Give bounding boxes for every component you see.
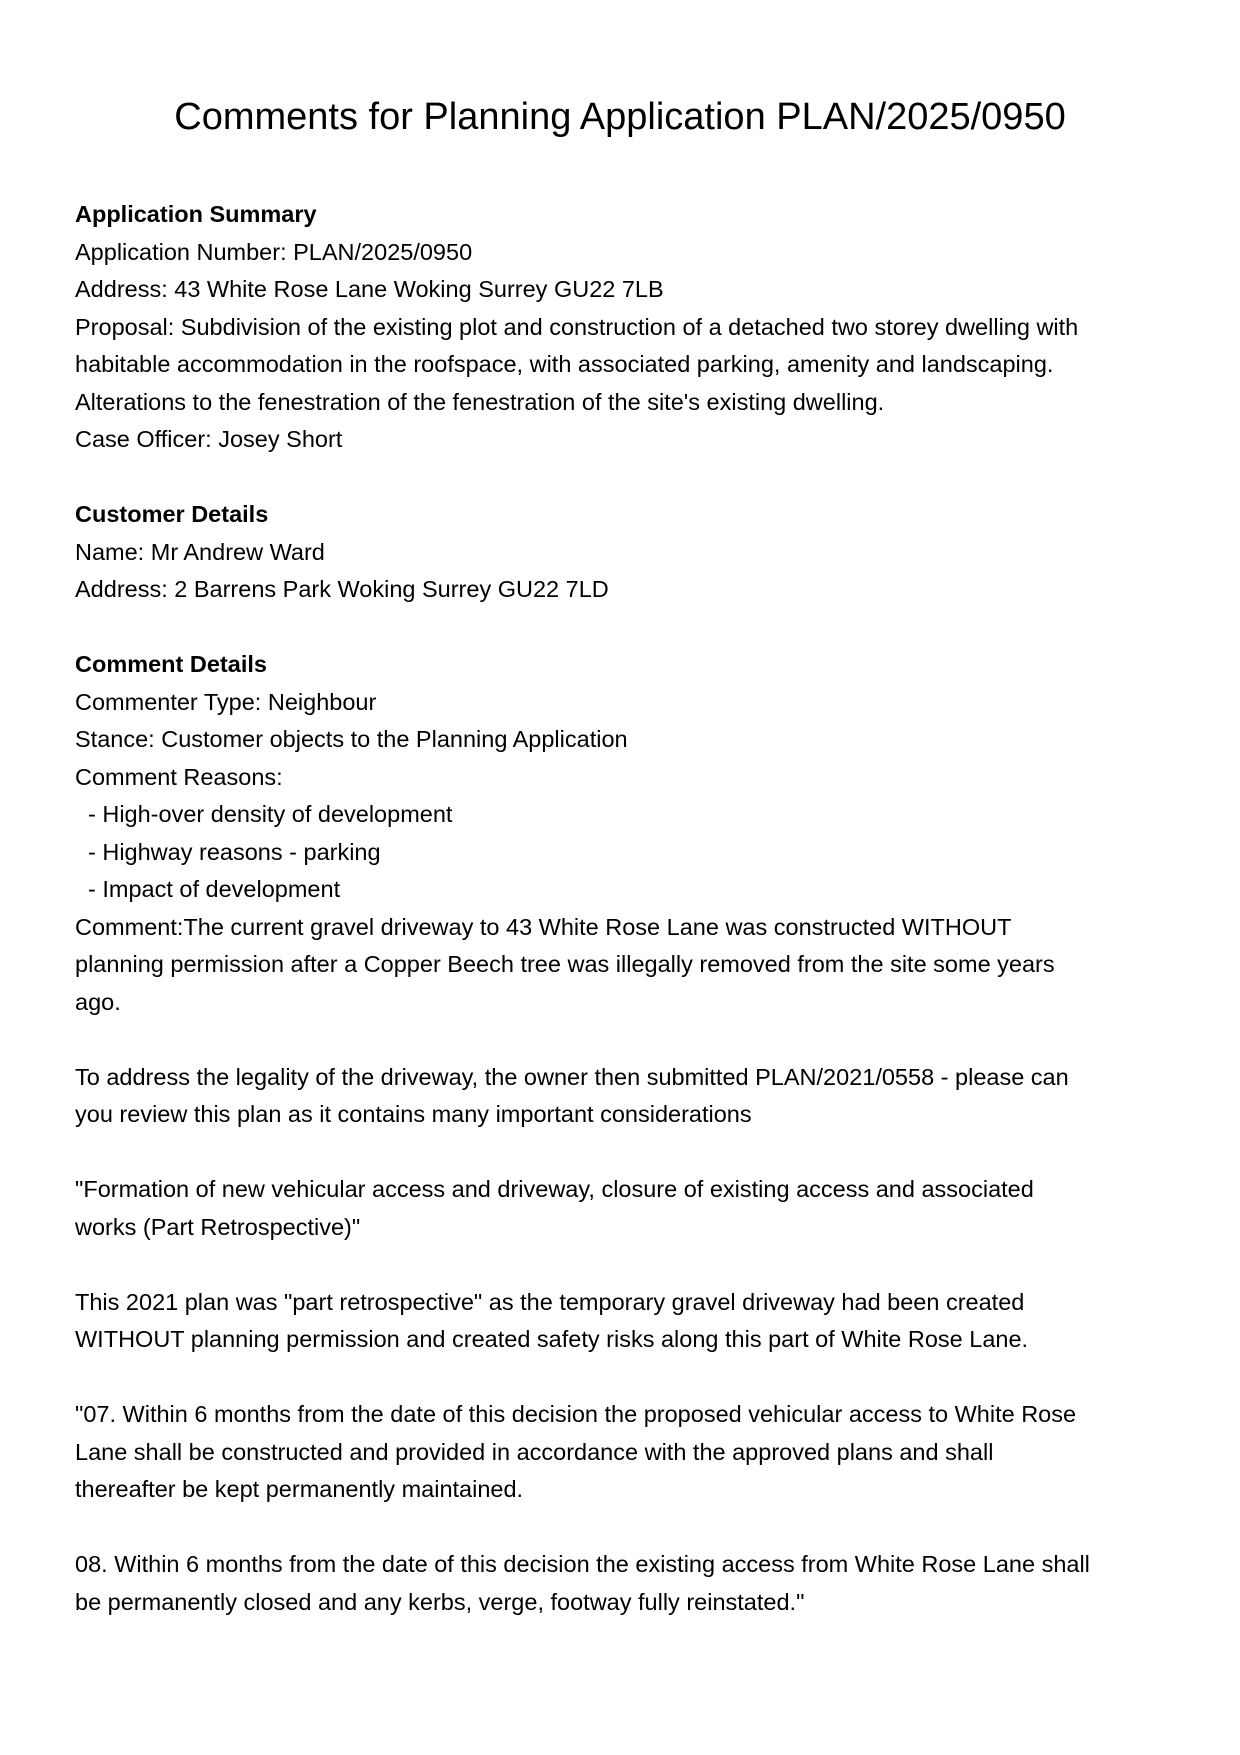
stance: Stance: Customer objects to the Planning Application [75,726,628,752]
comment-line: This 2021 plan was "part retrospective" as the temporary gravel driveway had been created [75,1288,1025,1315]
comment-line: be permanently closed and any kerbs, verge, footway fully reinstated." [75,1588,805,1615]
comment-reasons-label: Comment Reasons: [75,763,283,790]
spacer [75,1246,1175,1284]
application-address: Address: 43 White Rose Lane Woking Surrey GU22 7LB [75,276,664,302]
comment-reason-item: - High-over density of development [88,801,453,827]
commenter-type: Commenter Type: Neighbour [75,688,377,715]
spacer [75,1021,1175,1059]
comment-line: ago. [75,988,121,1015]
comment-line: works (Part Retrospective)" [75,1213,361,1240]
comment-line: Lane shall be constructed and provided in accordance with the approved plans and shall [75,1438,994,1465]
comment-line: "Formation of new vehicular access and driveway, closure of existing access and associated [75,1176,1034,1202]
spacer [75,1134,1175,1172]
comment-line: 08. Within 6 months from the date of this decision the existing access from White Rose Lane shall [75,1551,1090,1577]
comment-reason-item: - Highway reasons - parking [88,838,381,865]
spacer [75,609,1175,647]
section-heading-application-summary: Application Summary [75,201,317,227]
proposal-line: Alterations to the fenestration of the fenestration of the site's existing dwelling. [75,388,885,415]
comment-line: "07. Within 6 months from the date of this decision the proposed vehicular access to White Rose [75,1401,1077,1427]
proposal-line: habitable accommodation in the roofspace, with associated parking, amenity and landscaping. [75,351,1054,377]
spacer [75,1509,1175,1547]
comment-line: Comment:The current gravel driveway to 43 White Rose Lane was constructed WITHOUT [75,913,1012,940]
document-body [75,196,1175,1621]
customer-address: Address: 2 Barrens Park Woking Surrey GU22 7LD [75,576,609,602]
section-heading-customer-details: Customer Details [75,501,269,527]
case-officer: Case Officer: Josey Short [75,426,343,452]
page-title: Comments for Planning Application PLAN/2025/0950 [174,96,1066,138]
proposal-line: Proposal: Subdivision of the existing plot and construction of a detached two storey dwelling with [75,313,1079,340]
comment-line: planning permission after a Copper Beech tree was illegally removed from the site some years [75,951,1055,977]
section-heading-comment-details: Comment Details [75,651,267,677]
application-number: Application Number: PLAN/2025/0950 [75,238,473,265]
customer-name: Name: Mr Andrew Ward [75,538,325,565]
comment-reason-item: - Impact of development [88,876,341,902]
comment-line: you review this plan as it contains many important considerations [75,1101,752,1127]
comment-line: To address the legality of the driveway, the owner then submitted PLAN/2021/0558 - please can [75,1063,1069,1090]
spacer [75,459,1175,497]
spacer [75,1359,1175,1397]
comment-line: thereafter be kept permanently maintained. [75,1476,524,1502]
comment-line: WITHOUT planning permission and created safety risks along this part of White Rose Lane. [75,1326,1029,1352]
